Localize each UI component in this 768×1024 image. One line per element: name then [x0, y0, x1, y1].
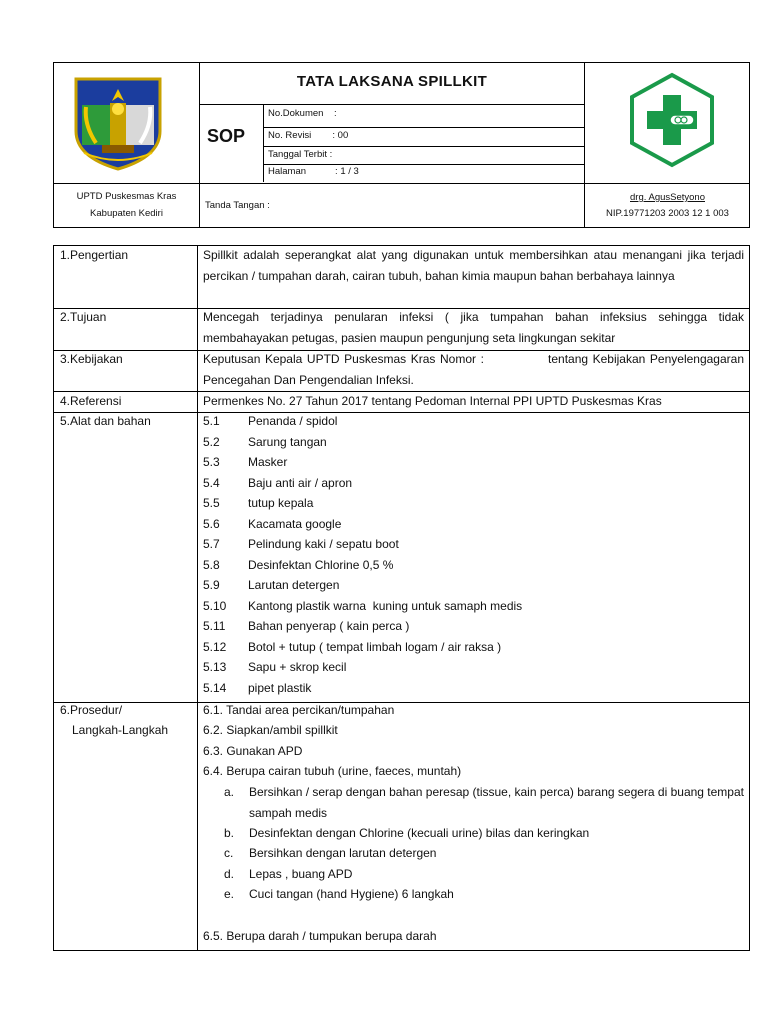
item-number: 5.13: [203, 660, 227, 674]
item-number: 5.12: [203, 640, 227, 654]
item-number: 5.9: [203, 578, 220, 592]
section-label-alat: 5.Alat dan bahan: [60, 414, 151, 428]
item-text: Larutan detergen: [248, 578, 340, 592]
item-text: Kantong plastik warna kuning untuk samaph medis: [248, 599, 523, 613]
section-label-prosedur: 6.Prosedur/: [60, 703, 123, 717]
item-number: 5.2: [203, 435, 220, 449]
procedure-step: 6.2. Siapkan/ambil spillkit: [203, 723, 338, 737]
list-item: [203, 432, 327, 453]
item-text: Baju anti air / apron: [248, 476, 353, 490]
section-label-pengertian: 1.Pengertian: [60, 248, 129, 262]
halaman: Halaman : 1 / 3: [268, 166, 359, 177]
procedure-substep: [224, 843, 744, 864]
item-text: Bahan penyerap ( kain perca ): [248, 619, 410, 633]
item-number: 5.6: [203, 517, 220, 531]
item-number: 5.11: [203, 619, 226, 633]
divider: [199, 104, 584, 105]
list-item: [203, 637, 501, 658]
divider: [263, 104, 264, 182]
list-item: [203, 575, 339, 596]
item-text: Pelindung kaki / sepatu boot: [248, 537, 399, 551]
list-item: [203, 473, 352, 494]
substep-text: Lepas , buang APD: [249, 867, 353, 881]
procedure-step: 6.4. Berupa cairan tubuh (urine, faeces, muntah): [203, 764, 462, 778]
item-number: 5.7: [203, 537, 220, 551]
doctor-name: drg. AgusSetyono: [630, 192, 705, 203]
item-number: 5.10: [203, 599, 227, 613]
substep-marker: b.: [224, 826, 235, 840]
tujuan-text: Mencegah terjadinya penularan infeksi ( jika tumpahan bahan infeksius sehingga tidak membahayakan petugas, pasien maupun pengunjung seta lingkungan sekitar: [203, 310, 744, 345]
item-number: 5.8: [203, 558, 220, 572]
pengertian-text: Spillkit adalah seperangkat alat yang digunakan untuk membersihkan atau menangani jika terjadi percikan / tumpahan darah, cairan tubuh, bahan kimia maupun bahan berbahaya lainnya: [203, 248, 744, 283]
divider: [197, 246, 198, 950]
tanggal-terbit: Tanggal Terbit :: [268, 149, 333, 160]
divider: [263, 146, 584, 147]
section-label-tujuan: 2.Tujuan: [60, 310, 107, 324]
item-text: Sapu + skrop kecil: [248, 660, 347, 674]
procedure-substep: [224, 884, 744, 905]
item-text: Sarung tangan: [248, 435, 327, 449]
item-number: 5.3: [203, 455, 220, 469]
list-item: [203, 493, 313, 514]
kebijakan-text: Keputusan Kepala UPTD Puskesmas Kras Nomor : tentang Kebijakan Penyelengagaran Pencegahan Dan Pengendalian Infeksi.: [203, 352, 748, 387]
divider: [263, 127, 584, 128]
divider: [54, 183, 749, 184]
procedure-substep: [224, 864, 744, 885]
list-item: [203, 596, 522, 617]
kediri-regency-logo: [72, 75, 164, 171]
list-item: [203, 411, 337, 432]
section-label-langkah: Langkah-Langkah: [72, 723, 169, 737]
sop-header: [53, 62, 750, 228]
puskesmas-logo: [626, 71, 718, 169]
list-item: [203, 452, 287, 473]
item-text: pipet plastik: [248, 681, 312, 695]
signature-label: Tanda Tangan :: [205, 200, 270, 211]
substep-text: Bersihkan / serap dengan bahan peresap (tissue, kain perca) barang segera di buang tempat sampah medis: [249, 785, 744, 820]
substep-marker: c.: [224, 846, 234, 860]
substep-marker: d.: [224, 867, 235, 881]
divider: [199, 63, 200, 227]
substep-text: Desinfektan dengan Chlorine (kecuali urine) bilas dan keringkan: [249, 826, 590, 840]
item-number: 5.4: [203, 476, 220, 490]
list-item: [203, 514, 341, 535]
no-dokumen: No.Dokumen :: [268, 108, 337, 119]
substep-text: Cuci tangan (hand Hygiene) 6 langkah: [249, 887, 454, 901]
procedure-step: 6.3. Gunakan APD: [203, 744, 303, 758]
substep-marker: e.: [224, 887, 235, 901]
item-number: 5.14: [203, 681, 227, 695]
sop-label: SOP: [207, 126, 246, 146]
referensi-text: Permenkes No. 27 Tahun 2017 tentang Pedoman Internal PPI UPTD Puskesmas Kras: [203, 394, 662, 408]
item-text: Desinfektan Chlorine 0,5 %: [248, 558, 394, 572]
item-number: 5.5: [203, 496, 220, 510]
item-text: Kacamata google: [248, 517, 342, 531]
substep-marker: a.: [224, 785, 235, 799]
no-revisi: No. Revisi : 00: [268, 130, 349, 141]
section-label-referensi: 4.Referensi: [60, 394, 122, 408]
divider: [263, 164, 584, 165]
list-item: [203, 534, 399, 555]
section-label-kebijakan: 3.Kebijakan: [60, 352, 123, 366]
procedure-substep: [224, 823, 744, 844]
list-item: [203, 616, 409, 637]
org-region: Kabupaten Kediri: [90, 208, 163, 219]
substep-text: Bersihkan dengan larutan detergen: [249, 846, 437, 860]
divider: [54, 412, 749, 413]
doctor-nip: NIP.19771203 2003 12 1 003: [606, 208, 729, 219]
procedure-step: 6.1. Tandai area percikan/tumpahan: [203, 703, 395, 717]
list-item: [203, 657, 346, 678]
org-name: UPTD Puskesmas Kras: [76, 191, 177, 202]
item-text: Penanda / spidol: [248, 414, 338, 428]
list-item: [203, 678, 311, 699]
item-text: Botol + tutup ( tempat limbah logam / air raksa ): [248, 640, 502, 654]
item-text: Masker: [248, 455, 288, 469]
list-item: [203, 555, 393, 576]
item-text: tutup kepala: [248, 496, 314, 510]
procedure-substep: [224, 782, 744, 823]
procedure-step: 6.5. Berupa darah / tumpukan berupa darah: [203, 929, 437, 943]
document-title: TATA LAKSANA SPILLKIT: [296, 73, 488, 90]
divider: [54, 702, 749, 703]
sop-content-table: [53, 245, 750, 951]
item-number: 5.1: [203, 414, 220, 428]
